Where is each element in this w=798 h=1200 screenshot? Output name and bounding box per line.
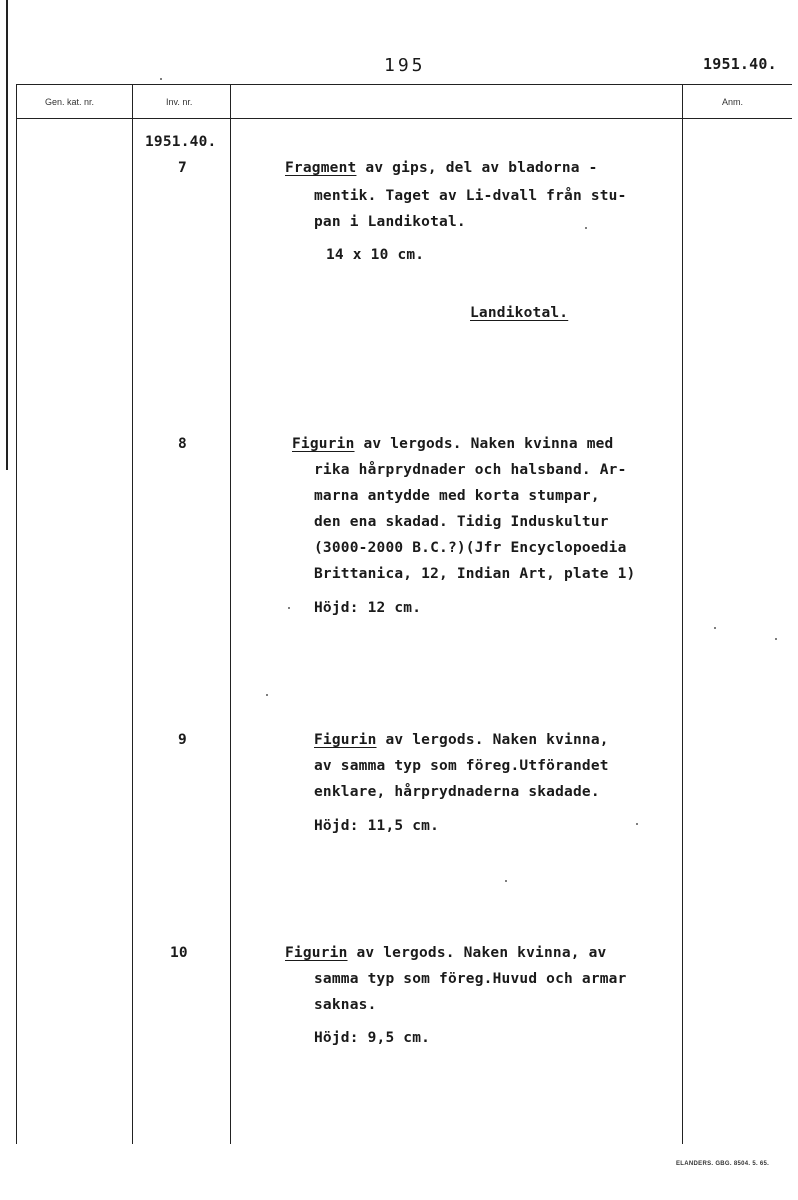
scan-speck (266, 694, 268, 696)
scan-speck (775, 638, 777, 640)
entry-text-line: Figurin av lergods. Naken kvinna med (292, 436, 614, 452)
entry-text-line: mentik. Taget av Li-dvall från stu- (314, 188, 627, 204)
entry-title: Figurin (285, 945, 348, 961)
page-number: 195 (384, 55, 426, 76)
scan-speck (160, 78, 162, 80)
entry-title: Figurin (314, 732, 377, 748)
scan-speck (714, 627, 716, 629)
entry-title: Fragment (285, 160, 357, 176)
entry-text-line: pan i Landikotal. (314, 214, 466, 230)
printer-imprint: ELANDERS. GBG. 8504. 5. 65. (676, 1161, 770, 1167)
header-gen-kat-nr: Gen. kat. nr. (45, 97, 95, 107)
column-divider-gen-inv (132, 84, 133, 1144)
entry-text-line: enklare, hårprydnaderna skadade. (314, 784, 600, 800)
scan-speck (636, 823, 638, 825)
column-divider-inv-desc (230, 84, 231, 1144)
entry-text-line: Figurin av lergods. Naken kvinna, (314, 732, 609, 748)
entry-text-line: samma typ som föreg.Huvud och armar (314, 971, 627, 987)
entry-text-line: Figurin av lergods. Naken kvinna, av (285, 945, 607, 961)
entry-measurement: Höjd: 12 cm. (314, 600, 422, 616)
catalog-reference: 1951.40. (703, 55, 777, 73)
entry-location: Landikotal. (470, 305, 569, 321)
entry-text-line: Fragment av gips, del av bladorna - (285, 160, 598, 176)
entry-text-line: saknas. (314, 997, 377, 1013)
inv-number: 10 (170, 945, 188, 961)
column-divider-desc-anm (682, 84, 683, 1144)
inv-number: 8 (178, 436, 187, 452)
entry-text-line: (3000-2000 B.C.?)(Jfr Encyclopoedia (314, 540, 627, 556)
entry-text-line: rika hårprydnader och halsband. Ar- (314, 462, 627, 478)
entry-text-line: marna antydde med korta stumpar, (314, 488, 600, 504)
left-margin-rule (6, 0, 8, 470)
entry-measurement: Höjd: 11,5 cm. (314, 818, 440, 834)
inv-number: 7 (178, 160, 187, 176)
scan-speck (505, 880, 507, 882)
inv-number: 9 (178, 732, 187, 748)
header-anm: Anm. (722, 97, 744, 107)
column-divider-left (16, 84, 17, 1144)
entry-text-line: Brittanica, 12, Indian Art, plate 1) (314, 566, 636, 582)
inv-prefix: 1951.40. (145, 134, 217, 150)
entry-text-line: av samma typ som föreg.Utförandet (314, 758, 609, 774)
scan-speck (585, 227, 587, 229)
entry-title: Figurin (292, 436, 355, 452)
scan-speck (288, 607, 290, 609)
entry-measurement: Höjd: 9,5 cm. (314, 1030, 431, 1046)
entry-text-line: den ena skadad. Tidig Induskultur (314, 514, 609, 530)
header-inv-nr: Inv. nr. (166, 97, 193, 107)
entry-measurement: 14 x 10 cm. (326, 247, 425, 263)
